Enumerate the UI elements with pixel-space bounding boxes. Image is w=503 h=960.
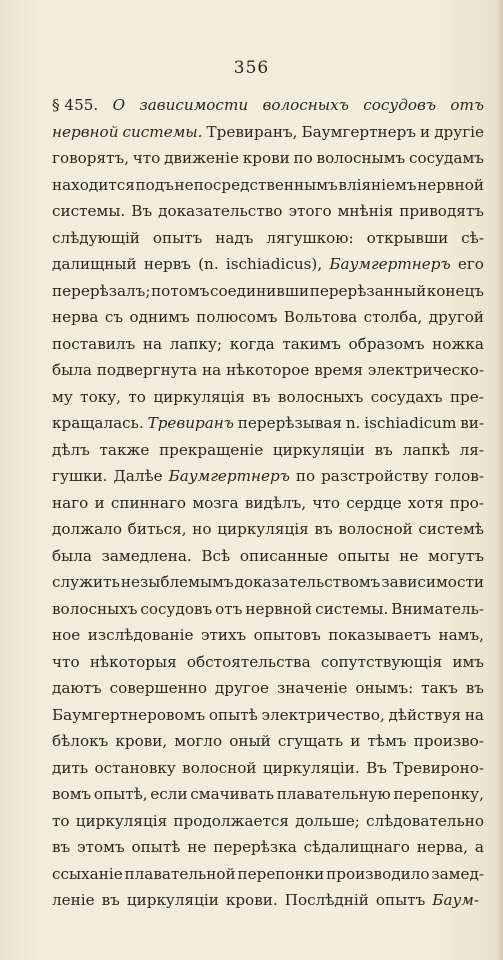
word: сосудовъ xyxy=(140,599,213,618)
paragraph-455 xyxy=(52,92,484,914)
word: продолжается xyxy=(173,811,290,830)
word: мнѣнія xyxy=(337,202,394,220)
word: съ xyxy=(104,308,124,326)
word: системы. xyxy=(52,202,126,220)
word: отъ xyxy=(215,599,243,618)
word: разстройству xyxy=(321,467,429,485)
word: опытъ xyxy=(152,228,203,247)
word: сосудамъ xyxy=(408,149,484,167)
word: сѣдалищнаго xyxy=(303,838,410,856)
word: волосныхъ xyxy=(277,387,364,406)
word: Баум- xyxy=(432,891,480,909)
text-line xyxy=(52,675,484,702)
word: системы. xyxy=(122,122,203,141)
word: вліяніемъ xyxy=(338,175,417,194)
word: въ xyxy=(465,679,484,697)
word: ножка xyxy=(432,334,484,353)
word: однимъ xyxy=(129,308,190,326)
word: Тревиранъ xyxy=(147,414,234,432)
word: электрическо- xyxy=(367,361,484,379)
word: поставилъ xyxy=(52,334,136,353)
word: циркуляція xyxy=(153,387,245,406)
word: производило xyxy=(326,864,430,883)
word: про- xyxy=(449,493,484,512)
word: Тревироно- xyxy=(393,758,484,777)
word: тѣмъ xyxy=(367,732,407,750)
word: n. xyxy=(345,414,361,432)
text-line xyxy=(52,331,484,358)
word: нервной xyxy=(245,599,313,618)
word: лягушкою: xyxy=(266,228,354,247)
word: ischiadicum xyxy=(364,414,457,432)
word: спиннаго xyxy=(110,493,187,512)
word: току, xyxy=(80,387,121,406)
word: на xyxy=(464,705,484,724)
word: нерва, xyxy=(416,838,468,856)
word: голов- xyxy=(434,467,484,485)
word: нерва xyxy=(52,308,99,326)
word: также xyxy=(99,440,150,459)
word: дить xyxy=(52,758,89,777)
word: Вольтова xyxy=(283,308,358,326)
word: смачивать xyxy=(190,785,275,803)
text-line xyxy=(52,463,484,490)
word: сосудовъ xyxy=(363,96,436,114)
word: въ xyxy=(374,440,393,459)
word: (n. xyxy=(198,255,219,273)
text-line xyxy=(52,437,484,464)
word: ное xyxy=(52,626,81,644)
word: электричество, xyxy=(261,705,385,724)
word: системѣ xyxy=(418,520,484,538)
word: потомъ xyxy=(151,281,210,300)
word: ischiadicus), xyxy=(225,255,323,273)
text-line xyxy=(52,278,484,305)
word: соединивши xyxy=(209,281,310,300)
word: этихъ xyxy=(200,626,247,644)
word: не xyxy=(187,838,207,856)
word: перерѣзалъ; xyxy=(52,281,151,300)
word: и xyxy=(420,122,431,141)
word: этомъ xyxy=(77,838,125,856)
word: значеніе xyxy=(276,679,348,697)
text-line xyxy=(52,92,484,119)
word: перерѣзывая xyxy=(237,414,343,432)
word: дѣлъ xyxy=(52,440,90,459)
text-line xyxy=(52,198,484,225)
word: Баумгертнеръ xyxy=(168,467,290,485)
word: произво- xyxy=(413,732,484,750)
word: нѣкоторое xyxy=(226,361,310,379)
word: плавательную xyxy=(276,785,391,803)
word: такъ xyxy=(421,679,458,697)
word: движеніе xyxy=(164,149,240,167)
word: волосныхъ xyxy=(52,599,138,618)
word: перепонки xyxy=(237,864,325,883)
word: подъ xyxy=(135,175,174,194)
text-line xyxy=(52,755,484,782)
text-line xyxy=(52,543,484,570)
word: непосредственнымъ xyxy=(174,175,338,194)
word: подвергнута xyxy=(96,361,198,379)
word: волоснымъ xyxy=(316,149,406,167)
word: на xyxy=(142,334,163,353)
text-line xyxy=(52,808,484,835)
word: другое xyxy=(214,679,270,697)
word: Баумгертнеръ xyxy=(329,255,451,273)
word: то xyxy=(52,811,70,830)
word: другой xyxy=(428,308,484,326)
word: далищный xyxy=(52,255,137,273)
word: волосной xyxy=(338,520,413,538)
word: циркуляціи xyxy=(272,440,365,459)
word: на xyxy=(202,361,222,379)
text-line xyxy=(52,490,484,517)
word: сопутствующія xyxy=(320,652,443,671)
word: замедлена. xyxy=(101,546,192,565)
word: кращалась. xyxy=(52,414,144,432)
word: волосной xyxy=(182,758,257,777)
word: приводятъ xyxy=(399,202,484,220)
word: открывши xyxy=(366,228,449,247)
text-line xyxy=(52,622,484,649)
word: Въ xyxy=(366,758,387,777)
word: плавательной xyxy=(124,864,236,883)
word: О xyxy=(112,96,126,114)
text-line xyxy=(52,649,484,676)
word: а xyxy=(474,838,484,856)
word: Послѣдній xyxy=(284,891,369,909)
word: сѣ- xyxy=(461,228,484,247)
word: леніе xyxy=(52,891,95,909)
word: и xyxy=(94,493,105,512)
word: время xyxy=(314,361,363,379)
word: этого xyxy=(288,202,332,220)
word: мозга xyxy=(192,493,239,512)
word: лапкѣ xyxy=(402,440,450,459)
word: § 455. xyxy=(52,96,99,114)
word: волосныхъ xyxy=(262,96,349,114)
word: въ xyxy=(314,520,333,538)
word: ви- xyxy=(460,414,484,432)
text-line xyxy=(52,861,484,888)
word: то xyxy=(128,387,146,406)
word: и xyxy=(350,732,361,750)
word: гушки. xyxy=(52,467,108,485)
word: образомъ xyxy=(348,334,425,353)
word: наго xyxy=(52,493,89,512)
word: говорятъ, xyxy=(52,149,129,167)
text-line xyxy=(52,119,484,146)
word: опытѣ xyxy=(131,838,181,856)
word: слѣдовательно xyxy=(366,811,484,830)
word: опытѣ, xyxy=(93,785,148,803)
word: полюсомъ xyxy=(196,308,278,326)
word: сгущать xyxy=(277,732,344,750)
word: его xyxy=(457,255,484,273)
text-line xyxy=(52,410,484,437)
word: системы. xyxy=(315,599,389,618)
word: сердце xyxy=(346,493,402,512)
word: даютъ xyxy=(52,679,102,697)
word: доказательство xyxy=(158,202,283,220)
text-line xyxy=(52,887,484,914)
word: отъ xyxy=(450,96,484,114)
word: Далѣе xyxy=(113,467,163,485)
word: перепонку, xyxy=(393,785,484,803)
word: по xyxy=(295,467,316,485)
word: въ xyxy=(252,387,271,406)
word: если xyxy=(150,785,188,803)
word: вомъ xyxy=(52,785,92,803)
word: опытъ xyxy=(375,891,426,909)
word: ссыханіе xyxy=(52,864,123,883)
word: конецъ xyxy=(426,281,484,300)
word: но xyxy=(192,520,212,538)
word: другіе xyxy=(434,122,484,141)
word: нервной xyxy=(417,175,484,194)
word: дольше; xyxy=(295,811,360,830)
word: бѣлокъ xyxy=(52,732,109,750)
word: могло xyxy=(174,732,223,750)
word: находится xyxy=(52,175,135,194)
text-line xyxy=(52,516,484,543)
word: Тревиранъ, xyxy=(206,122,298,141)
word: нервной xyxy=(52,122,119,141)
word: въ xyxy=(101,891,120,909)
word: совершенно xyxy=(109,679,208,697)
word: изслѣдованіе xyxy=(87,626,194,644)
word: описанные xyxy=(239,546,329,565)
word: перерѣзка xyxy=(213,838,297,856)
word: когда xyxy=(229,334,275,353)
text-line xyxy=(52,145,484,172)
word: циркуляціи xyxy=(126,891,219,909)
word: что xyxy=(132,149,161,167)
word: ля- xyxy=(459,440,484,459)
word: незыблемымъ xyxy=(120,573,234,591)
word: хотя xyxy=(407,493,444,512)
word: была xyxy=(52,361,92,379)
word: циркуляція xyxy=(75,811,168,830)
word: сосудахъ xyxy=(370,387,443,406)
text-line xyxy=(52,569,484,596)
word: Баумгертнеръ xyxy=(301,122,416,141)
word: показываетъ xyxy=(328,626,432,644)
text-line xyxy=(52,251,484,278)
word: замед- xyxy=(431,864,484,883)
word: Баумгертнеровомъ xyxy=(52,705,206,724)
text-line xyxy=(52,834,484,861)
word: нервъ xyxy=(143,255,191,273)
word: оный xyxy=(229,732,271,750)
page-number: 356 xyxy=(233,58,270,78)
word: опытѣ xyxy=(208,705,258,724)
word: онымъ: xyxy=(355,679,414,697)
word: Въ xyxy=(131,202,153,220)
word: циркуляціи. xyxy=(262,758,360,777)
word: должало xyxy=(52,520,122,538)
word: му xyxy=(52,387,73,406)
word: по xyxy=(293,149,313,167)
word: доказательствомъ xyxy=(234,573,381,591)
word: обстоятельства xyxy=(186,652,311,671)
word: пре- xyxy=(449,387,484,406)
word: перерѣзанный xyxy=(309,281,427,300)
word: столба, xyxy=(363,308,423,326)
word: зависимости xyxy=(139,96,249,114)
text-line xyxy=(52,702,484,729)
word: что xyxy=(52,652,80,671)
text-line xyxy=(52,781,484,808)
word: опыты xyxy=(337,546,390,565)
word: могутъ xyxy=(428,546,484,565)
text-line xyxy=(52,225,484,252)
word: намъ, xyxy=(438,626,484,644)
word: видѣлъ, xyxy=(244,493,307,512)
word: не xyxy=(399,546,419,565)
word: крови, xyxy=(115,732,168,750)
text-line xyxy=(52,728,484,755)
text-line xyxy=(52,357,484,384)
text-line xyxy=(52,596,484,623)
word: Вниматель- xyxy=(391,599,484,618)
word: остановку xyxy=(94,758,176,777)
text-line xyxy=(52,384,484,411)
word: была xyxy=(52,546,92,565)
word: Всѣ xyxy=(201,546,231,565)
word: крови. xyxy=(225,891,278,909)
page-edge-shadow xyxy=(497,0,503,960)
word: дѣйствуя xyxy=(388,705,462,724)
word: лапку; xyxy=(169,334,223,353)
word: въ xyxy=(52,838,71,856)
word: зависимости xyxy=(381,573,484,591)
word: циркуляція xyxy=(217,520,309,538)
word: опытовъ xyxy=(253,626,321,644)
word: надъ xyxy=(215,228,254,247)
word: имъ xyxy=(452,652,484,671)
word: крови xyxy=(242,149,290,167)
word: слѣдующій xyxy=(52,228,140,247)
word: нѣкоторыя xyxy=(89,652,177,671)
word: такимъ xyxy=(282,334,341,353)
word: прекращеніе xyxy=(159,440,264,459)
word: что xyxy=(312,493,340,512)
word: биться, xyxy=(127,520,187,538)
text-line xyxy=(52,172,484,199)
text-line xyxy=(52,304,484,331)
word: служить xyxy=(52,573,120,591)
